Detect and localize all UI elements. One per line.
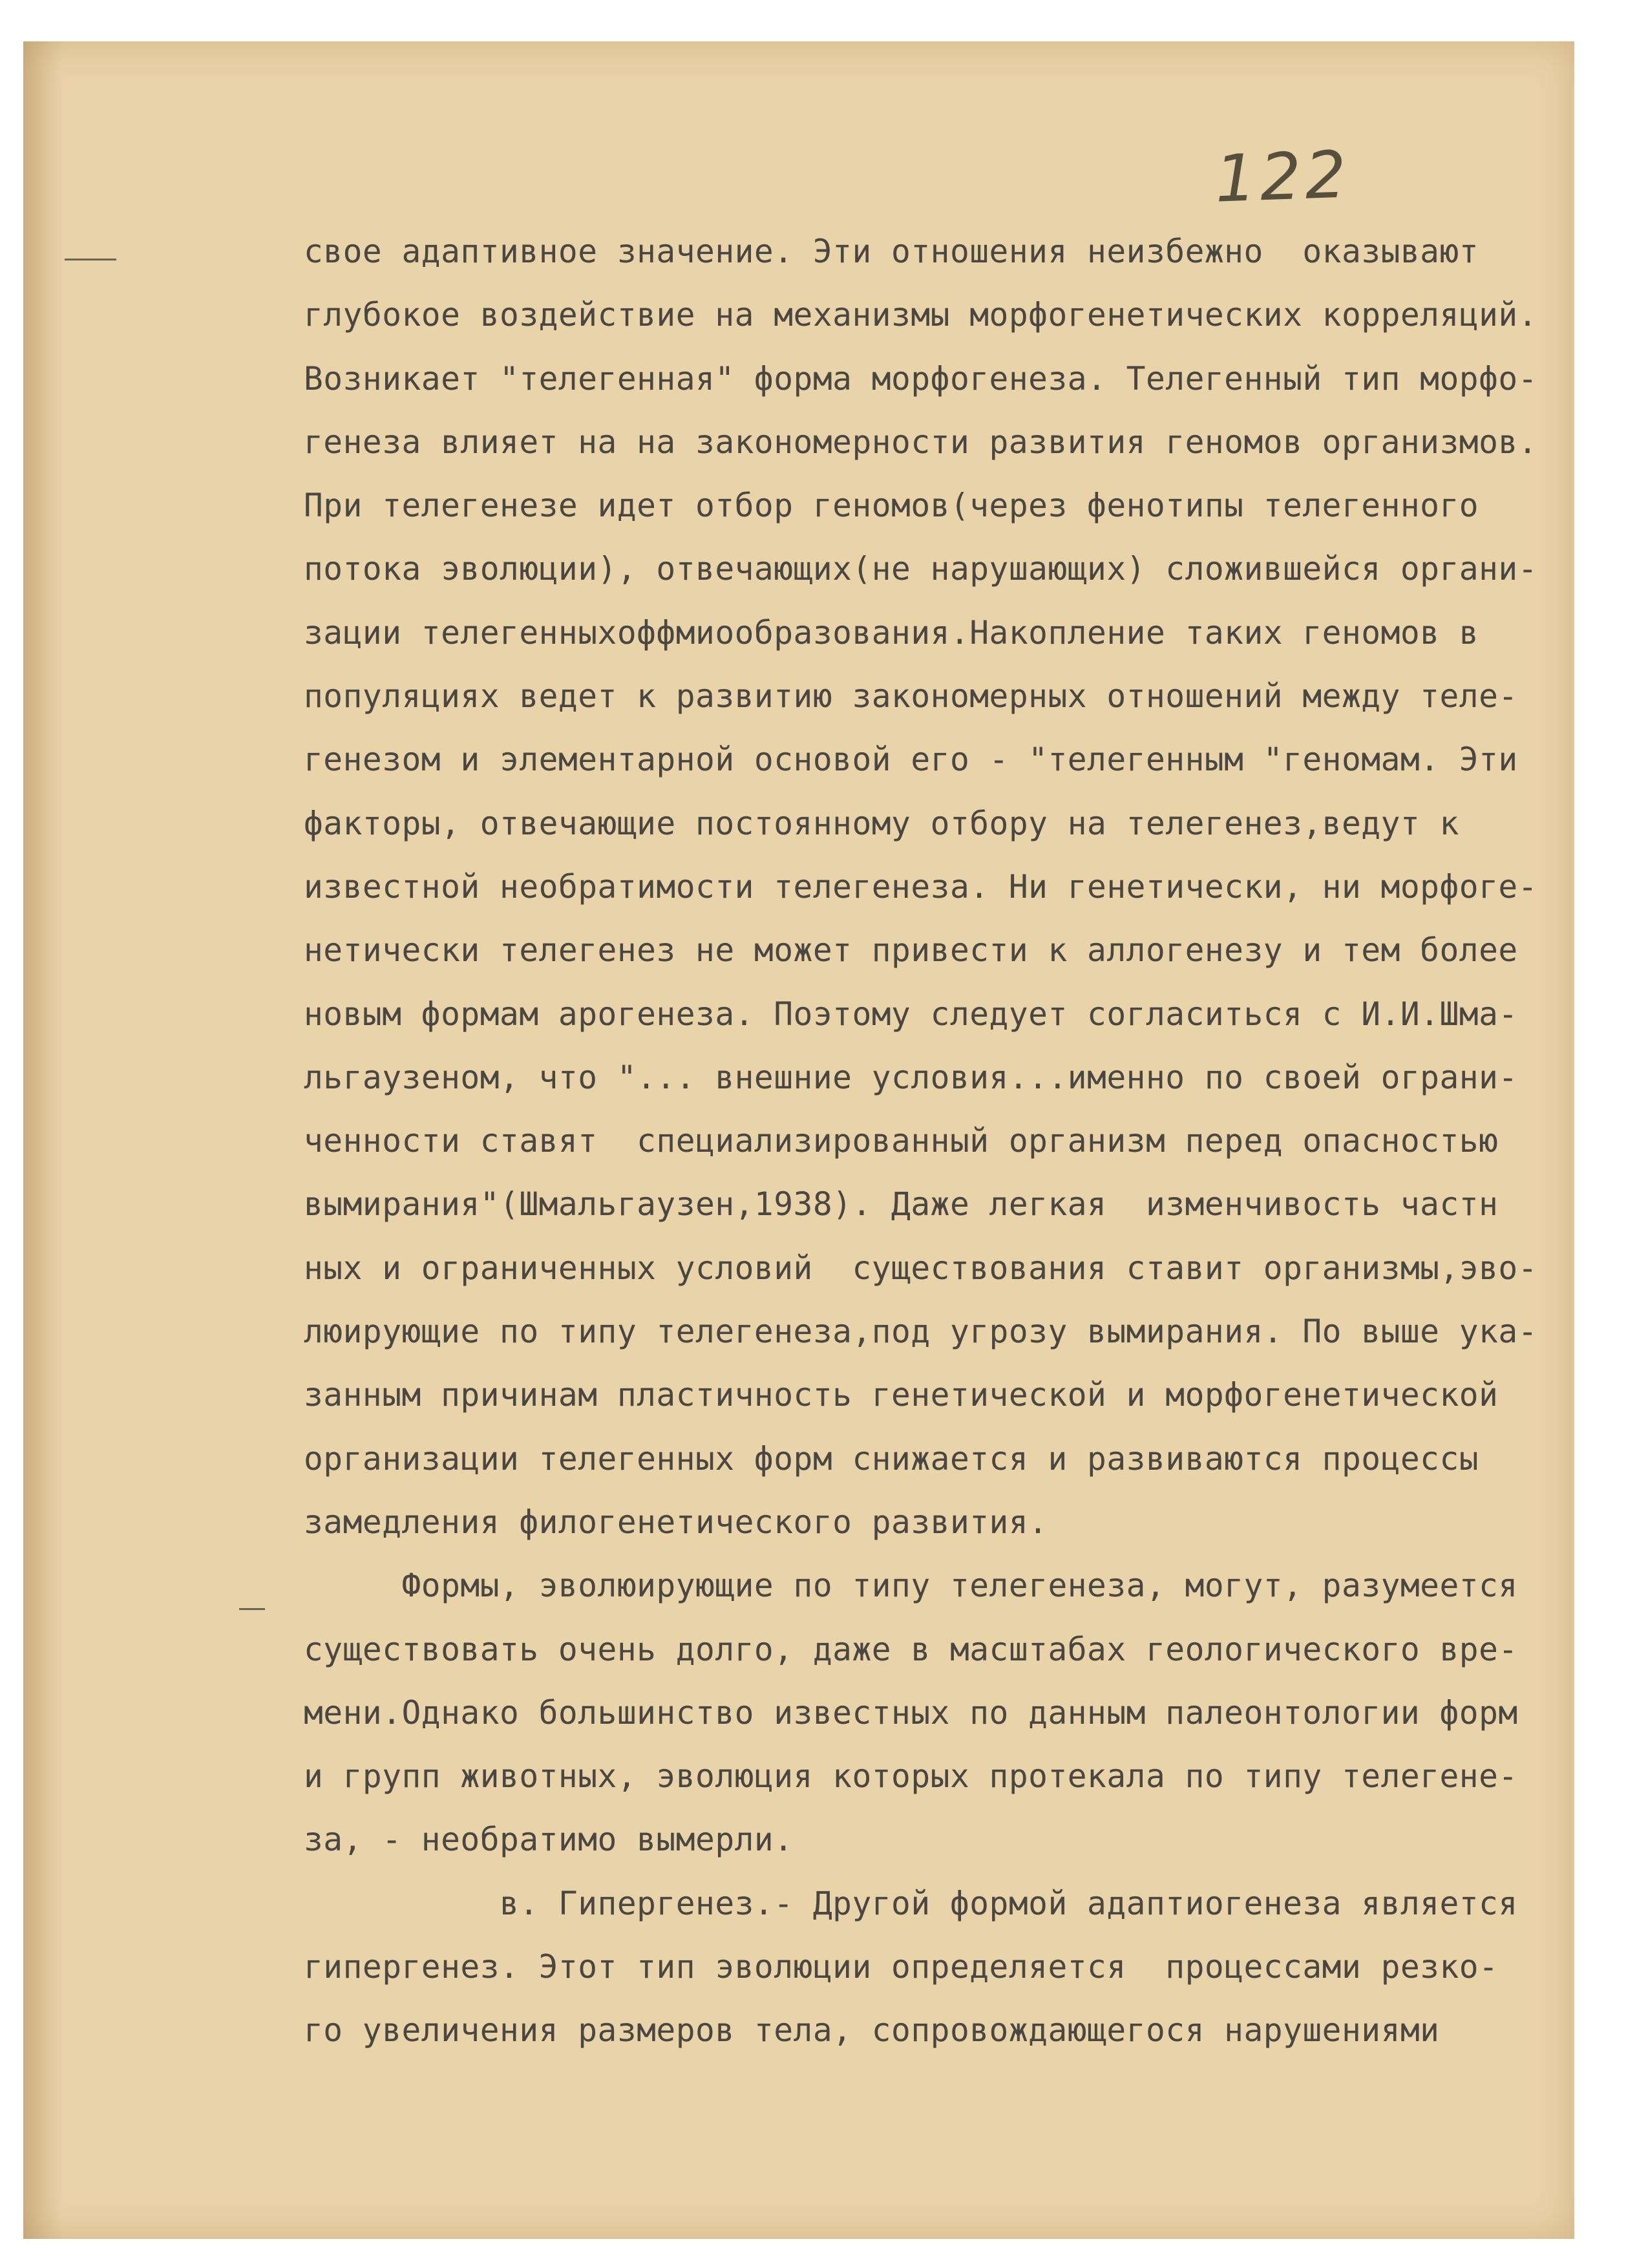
text-line: и групп животных, эволюция которых протекала по типу телегене- [304,1757,1518,1796]
paper-edge-shadow [23,41,62,2239]
margin-tick-top [65,259,116,260]
text-line: генеза влияет на на закономерности развития геномов организмов. [304,423,1537,461]
text-line: люирующие по типу телегенеза,под угрозу вымирания. По выше ука- [304,1313,1537,1351]
text-line: гипергенез. Этот тип эволюции определяется процессами резко- [304,1948,1499,1986]
text-line: го увеличения размеров тела, сопровождающегося нарушениями [304,2011,1440,2050]
text-line: При телегенезе идет отбор геномов(через фенотипы телегенного [304,487,1479,525]
text-line: мени.Однако большинство известных по данным палеонтологии форм [304,1693,1518,1732]
text-line: организации телегенных форм снижается и развиваются процессы [304,1439,1479,1478]
text-line: ченности ставят специализированный организм перед опасностью [304,1122,1499,1160]
text-line: новым формам арогенеза. Поэтому следует согласиться с И.И.Шма- [304,995,1518,1033]
text-line: льгаузеном, что "... внешние условия...именно по своей ограни- [304,1058,1518,1096]
text-line: за, - необратимо вымерли. [304,1821,794,1859]
text-line: генезом и элементарной основой его - "телегенным "геномам. Эти [304,741,1518,779]
text-line: Возникает "телегенная" форма морфогенеза. Телегенный тип морфо- [304,359,1537,397]
text-line: в. Гипергенез.- Другой формой адаптиогенеза является [304,1884,1518,1922]
text-line: факторы, отвечающие постоянному отбору на телегенез,ведут к [304,804,1459,842]
text-line: зации телегенныхоффмиообразования.Накопление таких геномов в [304,613,1479,652]
text-line: существовать очень долго, даже в масштабах геологического вре- [304,1630,1518,1668]
text-line: вымирания"(Шмальгаузен,1938). Даже легкая изменчивость частн [304,1185,1499,1224]
text-line: ных и ограниченных условий существования ставит организмы,эво- [304,1249,1537,1287]
text-line: потока эволюции), отвечающих(не нарушающих) сложившейся органи- [304,550,1537,588]
text-line: свое адаптивное значение. Эти отношения неизбежно оказывают [304,233,1479,270]
text-line: глубокое воздействие на механизмы морфогенетических корреляций. [304,296,1537,334]
document-body [304,220,1551,2062]
text-line: Формы, эволюирующие по типу телегенеза, могут, разумеется [304,1567,1518,1605]
text-line: замедления филогенетического развития. [304,1503,1048,1541]
text-line: известной необратимости телегенеза. Ни генетически, ни морфоге- [304,867,1537,906]
text-line: популяциях ведет к развитию закономерных отношений между теле- [304,677,1518,715]
text-line: занным причинам пластичность генетической и морфогенетической [304,1376,1499,1414]
text-line: нетически телегенез не может привести к аллогенезу и тем более [304,931,1518,970]
margin-tick-middle [239,1608,265,1610]
page-number: 122 [1214,136,1351,217]
